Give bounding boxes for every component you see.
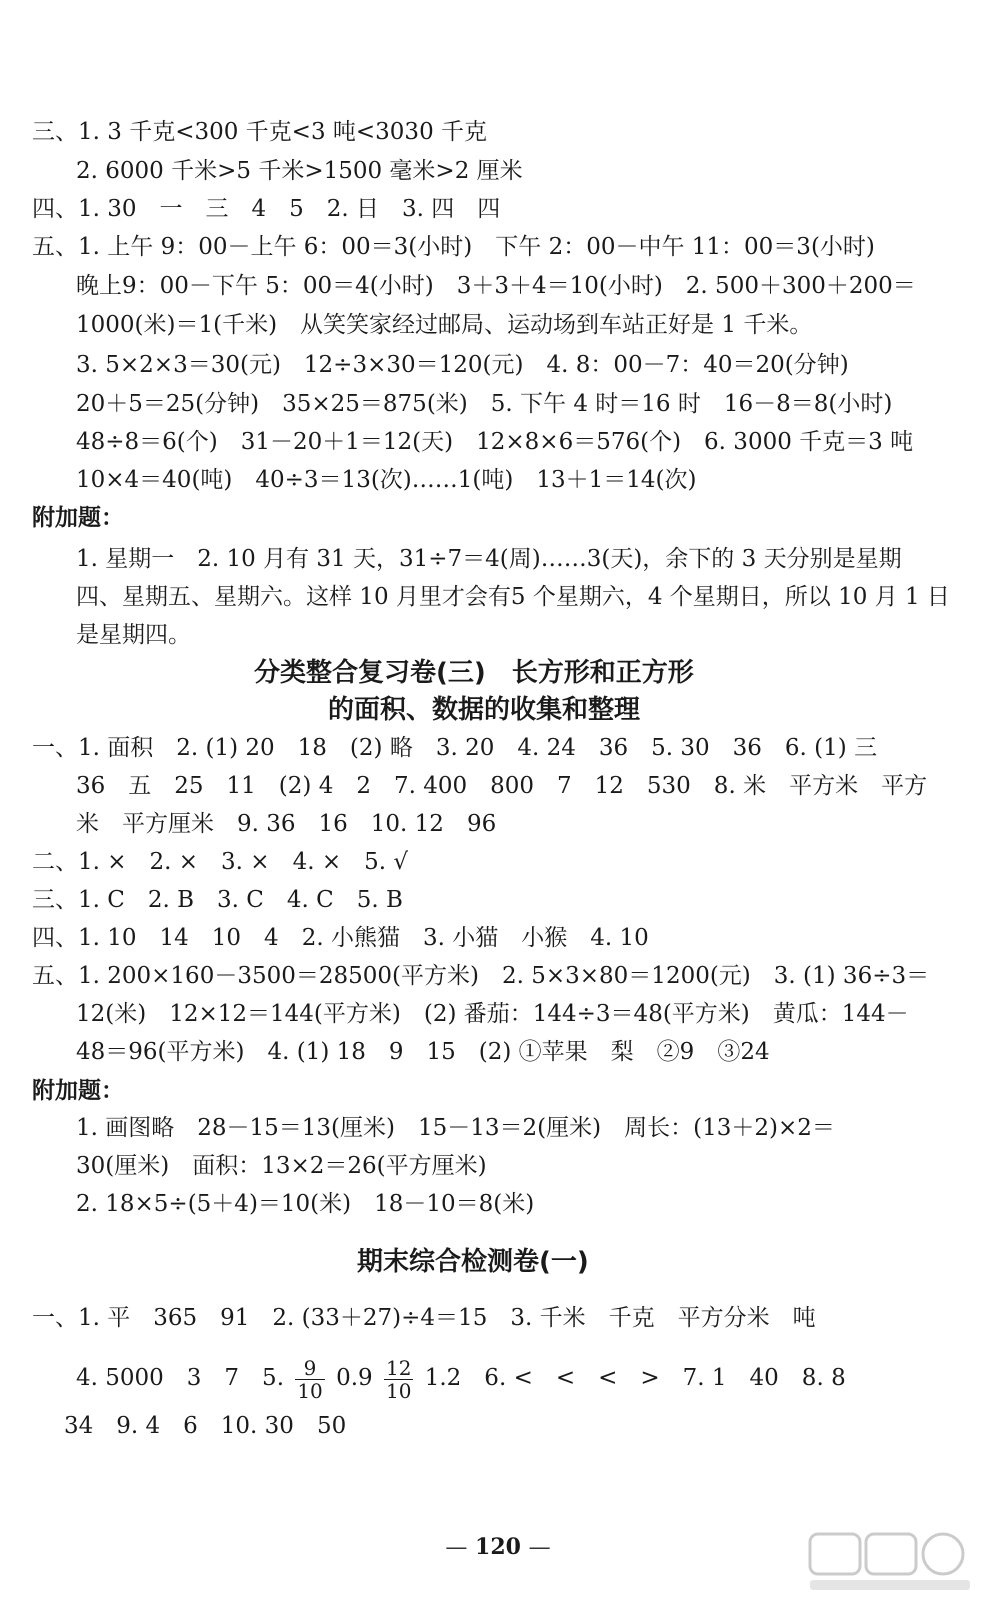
answer-line: 三、1. 3 千克<300 千克<3 吨<3030 千克	[32, 119, 488, 145]
answer-line	[76, 1356, 846, 1402]
answer-line: 2. 18×5÷(5＋4)＝10(米) 18－10＝8(米)	[76, 1191, 535, 1217]
answer-line: 米 平方厘米 9. 36 16 10. 12 96	[76, 811, 497, 837]
answer-line: 2. 6000 千米>5 千米>1500 毫米>2 厘米	[76, 158, 523, 184]
answer-line: 四、1. 30 一 三 4 5 2. 日 3. 四 四	[32, 196, 501, 222]
answer-line: 一、1. 平 365 91 2. (33＋27)÷4＝15 3. 千米 千克 平方分米 吨	[32, 1305, 816, 1331]
bonus-heading: 附加题：	[32, 504, 124, 531]
answer-line: 是星期四。	[76, 622, 191, 648]
answer-line: 1. 画图略 28－15＝13(厘米) 15－13＝2(厘米) 周长：(13＋2)×2＝	[76, 1115, 835, 1141]
fraction-denominator: 10	[385, 1378, 412, 1403]
answer-line: 48＝96(平方米) 4. (1) 18 9 15 (2) ①苹果 梨 ②9 ③24	[76, 1039, 770, 1065]
answer-text: 0.9	[336, 1365, 373, 1391]
answer-line: 一、1. 面积 2. (1) 20 18 (2) 略 3. 20 4. 24 36 5. 30 36 6. (1) 三	[32, 735, 878, 761]
page-number-value: 120	[475, 1534, 521, 1560]
answer-line: 1. 星期一 2. 10 月有 31 天，31÷7＝4(周)……3(天)，余下的 3 天分别是星期	[76, 546, 902, 572]
answer-line: 12(米) 12×12＝144(平方米) (2) 番茄：144÷3＝48(平方米) 黄瓜：144－	[76, 1001, 909, 1027]
section-title: 期末综合检测卷(一)	[357, 1247, 589, 1277]
bonus-heading: 附加题：	[32, 1077, 124, 1104]
answer-line: 20＋5＝25(分钟) 35×25＝875(米) 5. 下午 4 时＝16 时 16－8＝8(小时)	[76, 391, 893, 417]
answer-line: 1000(米)＝1(千米) 从笑笑家经过邮局、运动场到车站正好是 1 千米。	[76, 312, 813, 338]
answer-text: 1.2 6. < < < > 7. 1 40 8. 8	[424, 1365, 846, 1391]
watermark-logo	[808, 1530, 978, 1594]
section-title: 分类整合复习卷(三) 长方形和正方形	[254, 658, 694, 688]
fraction	[384, 1357, 413, 1402]
fraction-numerator: 12	[385, 1355, 412, 1380]
answer-line: 二、1. × 2. × 3. × 4. × 5. √	[32, 849, 409, 875]
answer-line: 10×4＝40(吨) 40÷3＝13(次)……1(吨) 13＋1＝14(次)	[76, 467, 697, 493]
answer-line: 四、1. 10 14 10 4 2. 小熊猫 3. 小猫 小猴 4. 10	[32, 925, 649, 951]
answer-line: 48÷8＝6(个) 31－20＋1＝12(天) 12×8×6＝576(个) 6. 3000 千克＝3 吨	[76, 429, 914, 455]
fraction-denominator: 10	[297, 1378, 323, 1403]
answer-text: 4. 5000 3 7 5.	[76, 1365, 284, 1391]
fraction-numerator: 9	[295, 1357, 324, 1380]
answer-line: 30(厘米) 面积：13×2＝26(平方厘米)	[76, 1153, 487, 1179]
section-title: 的面积、数据的收集和整理	[328, 695, 641, 725]
answer-line: 3. 5×2×3＝30(元) 12÷3×30＝120(元) 4. 8：00－7：40＝20(分钟)	[76, 352, 849, 378]
answer-line: 晚上9：00－下午 5：00＝4(小时) 3＋3＋4＝10(小时) 2. 500＋300＋200＝	[76, 273, 916, 299]
answer-line: 36 五 25 11 (2) 4 2 7. 400 800 7 12 530 8. 米 平方米 平方	[76, 773, 928, 799]
answer-line: 四、星期五、星期六。这样 10 月里才会有5 个星期六，4 个星期日，所以 10 月 1 日	[76, 584, 950, 610]
answer-line: 三、1. C 2. B 3. C 4. C 5. B	[32, 887, 403, 913]
answer-line: 五、1. 200×160－3500＝28500(平方米) 2. 5×3×80＝1200(元) 3. (1) 36÷3＝	[32, 963, 930, 989]
answer-line: 五、1. 上午 9：00－上午 6：00＝3(小时) 下午 2：00－中午 11：00＝3(小时)	[32, 234, 875, 260]
fraction	[295, 1357, 324, 1402]
page-number-dash: —	[528, 1535, 551, 1560]
answer-line: 34 9. 4 6 10. 30 50	[64, 1413, 347, 1439]
page-number-dash: —	[445, 1535, 468, 1560]
